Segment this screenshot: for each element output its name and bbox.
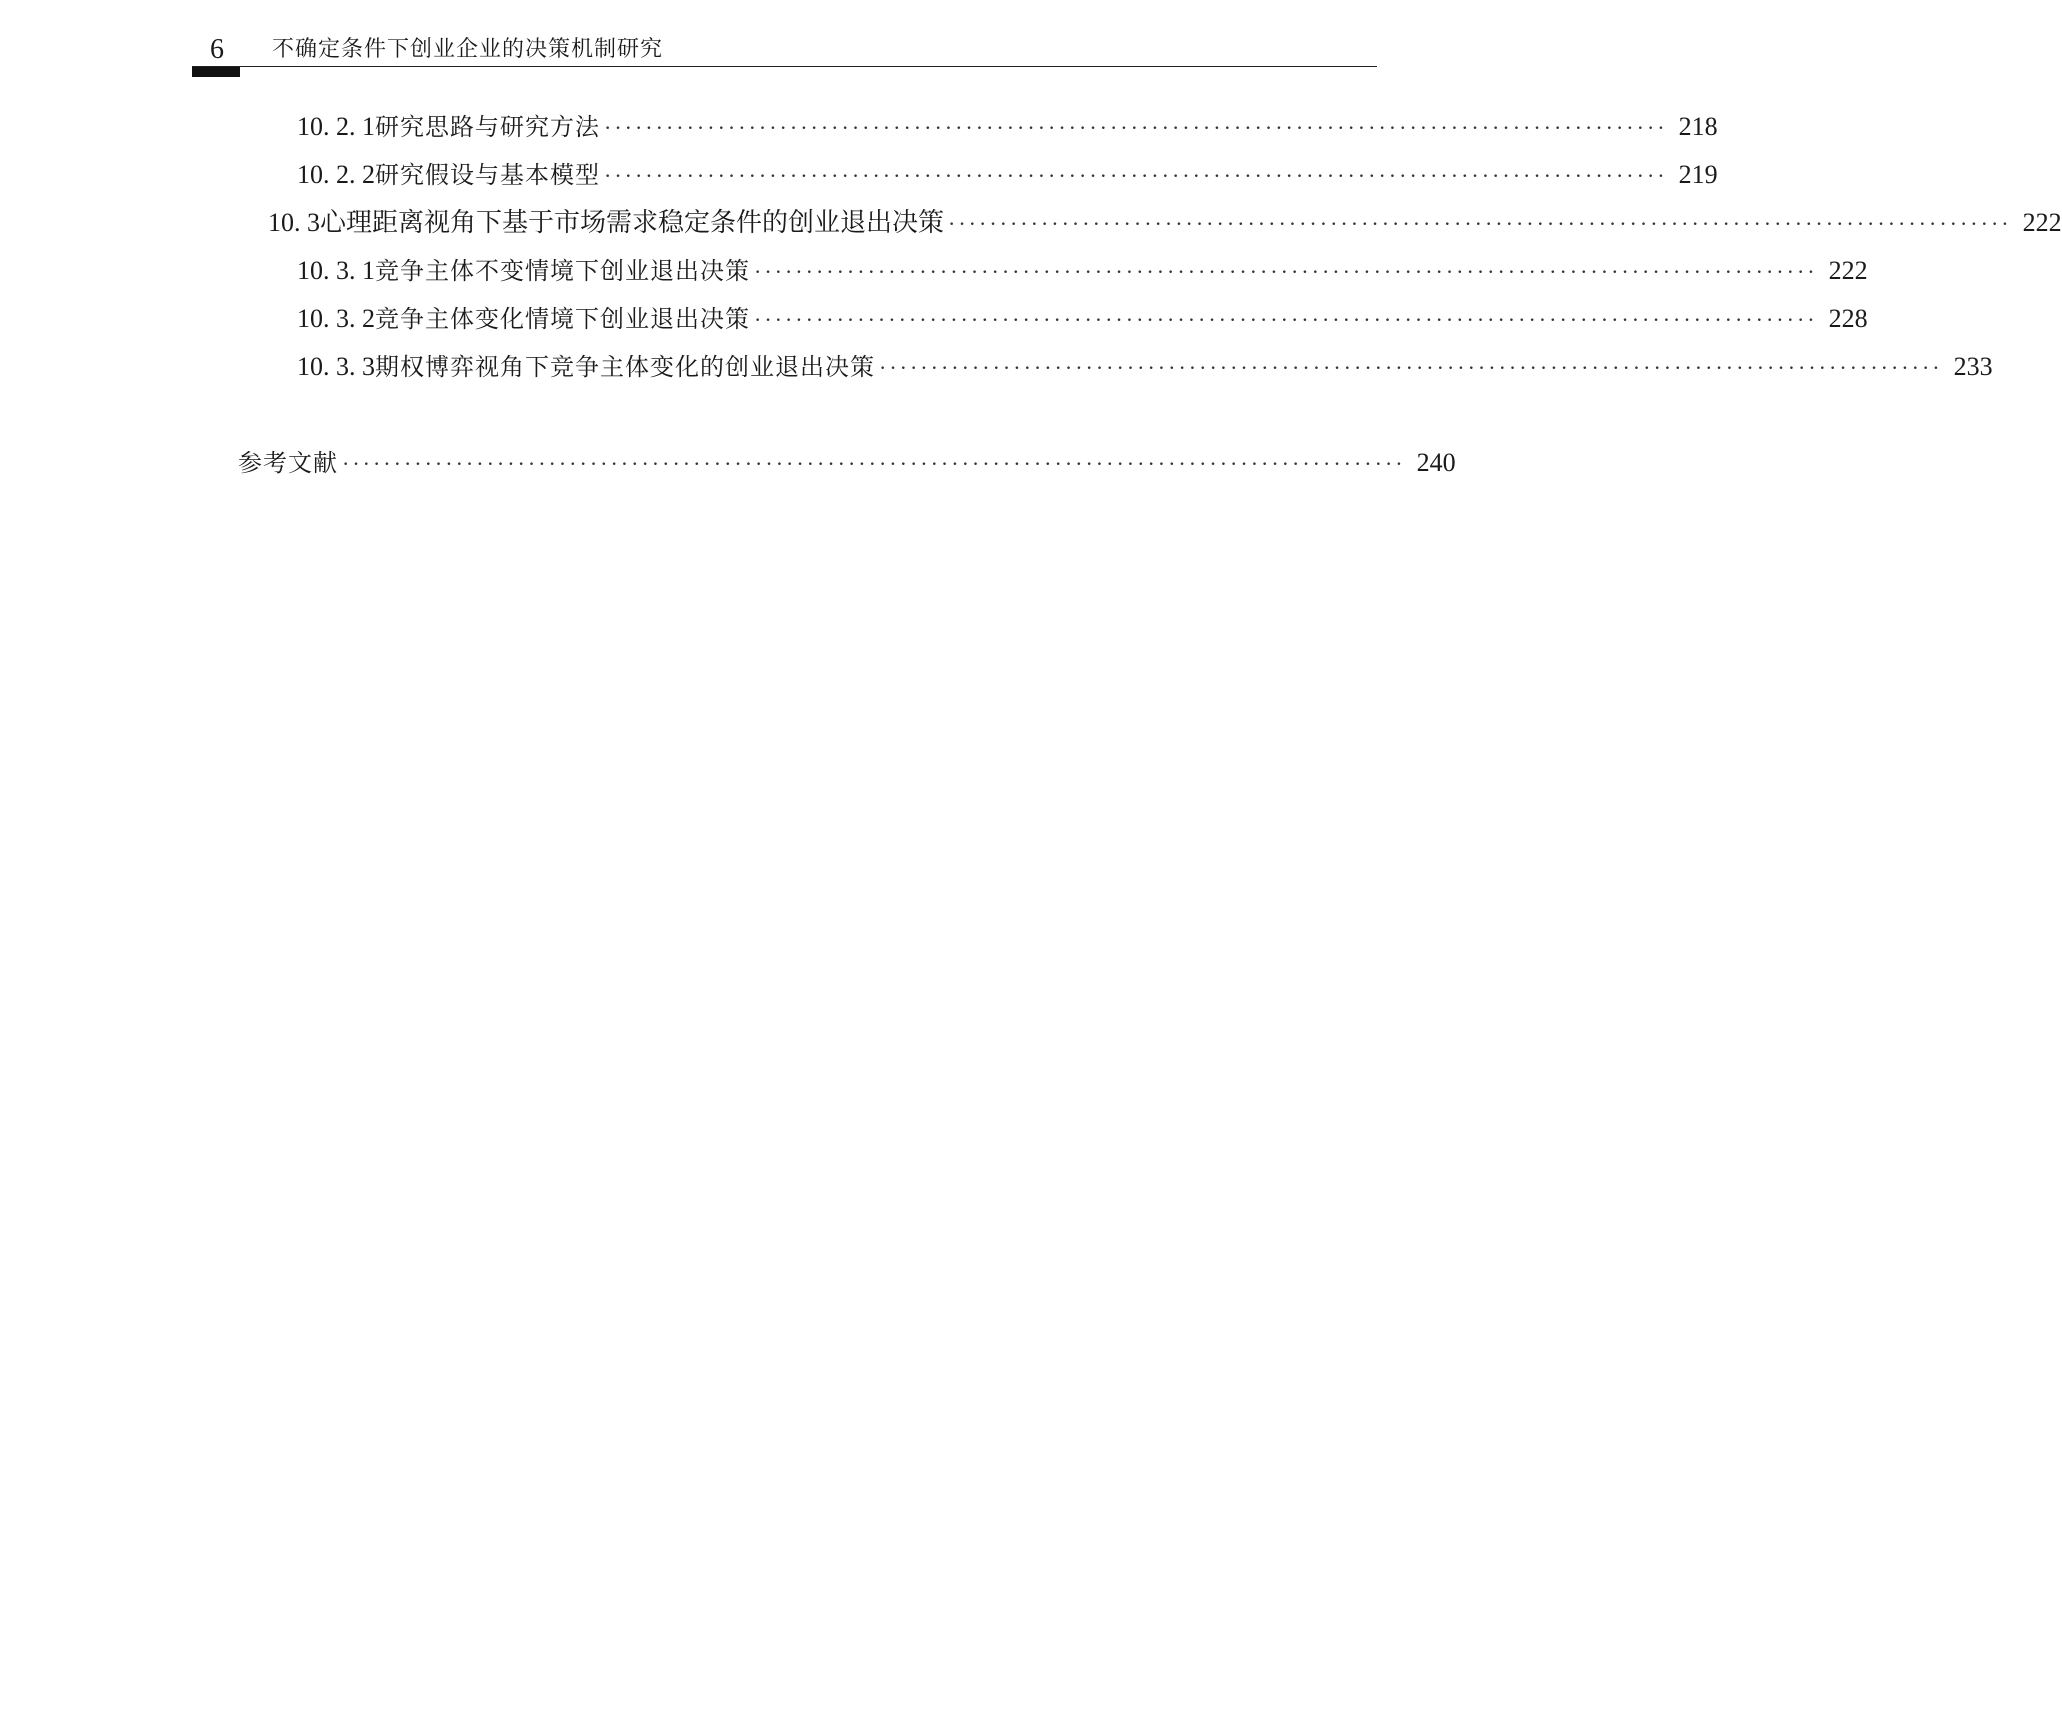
toc-entry-10-3-2[interactable] bbox=[297, 297, 1868, 341]
page-number: 6 bbox=[210, 34, 224, 65]
toc-entry-number: 10. 3 bbox=[268, 208, 320, 237]
toc-leader-dots: ······································································································· bbox=[342, 451, 1406, 476]
toc-entry-page: 240 bbox=[1416, 448, 1456, 477]
toc-leader-dots: ······································································································· bbox=[948, 211, 2012, 236]
toc-entry-10-3-3[interactable] bbox=[297, 345, 1993, 389]
toc-leader-dots: ······································································································· bbox=[754, 259, 1818, 284]
toc-entry-10-2-2[interactable] bbox=[297, 153, 1718, 197]
toc-entry-page: 219 bbox=[1678, 160, 1718, 189]
toc-entry-page: 222 bbox=[1828, 256, 1868, 285]
toc-entry-page: 233 bbox=[1953, 352, 1993, 381]
running-title: 不确定条件下创业企业的决策机制研究 bbox=[272, 37, 664, 62]
toc-entry-number: 10. 3. 3 bbox=[297, 352, 375, 381]
toc-entry-number: 10. 2. 1 bbox=[297, 112, 375, 141]
toc-leader-dots: ······································································································· bbox=[604, 163, 1668, 188]
toc-entry-title: 竞争主体不变情境下创业退出决策 bbox=[375, 257, 750, 285]
toc-entry-title: 期权博弈视角下竞争主体变化的创业退出决策 bbox=[375, 353, 875, 381]
toc-entry-page: 218 bbox=[1678, 112, 1718, 141]
toc-entry-title: 研究假设与基本模型 bbox=[375, 161, 600, 189]
toc-entry-title: 研究思路与研究方法 bbox=[375, 113, 600, 141]
toc-entry-10-3-1[interactable] bbox=[297, 249, 1868, 293]
toc-entry-number: 10. 2. 2 bbox=[297, 160, 375, 189]
toc-entry-title: 竞争主体变化情境下创业退出决策 bbox=[375, 305, 750, 333]
toc-entry-10-2-1[interactable] bbox=[297, 105, 1718, 149]
toc-entry-page: 222 bbox=[2022, 208, 2062, 237]
toc-leader-dots: ······································································································· bbox=[879, 355, 1943, 380]
toc-entry-title: 心理距离视角下基于市场需求稳定条件的创业退出决策 bbox=[320, 208, 945, 238]
toc-entry-number: 10. 3. 1 bbox=[297, 256, 375, 285]
toc-entry-title: 参考文献 bbox=[238, 449, 338, 477]
toc-entry-references[interactable] bbox=[238, 441, 1456, 485]
toc-entry-page: 228 bbox=[1828, 304, 1868, 333]
toc-entry-number: 10. 3. 2 bbox=[297, 304, 375, 333]
toc-entry-10-3[interactable] bbox=[268, 201, 2062, 245]
toc-leader-dots: ······································································································· bbox=[604, 115, 1668, 140]
toc-leader-dots: ······································································································· bbox=[754, 307, 1818, 332]
